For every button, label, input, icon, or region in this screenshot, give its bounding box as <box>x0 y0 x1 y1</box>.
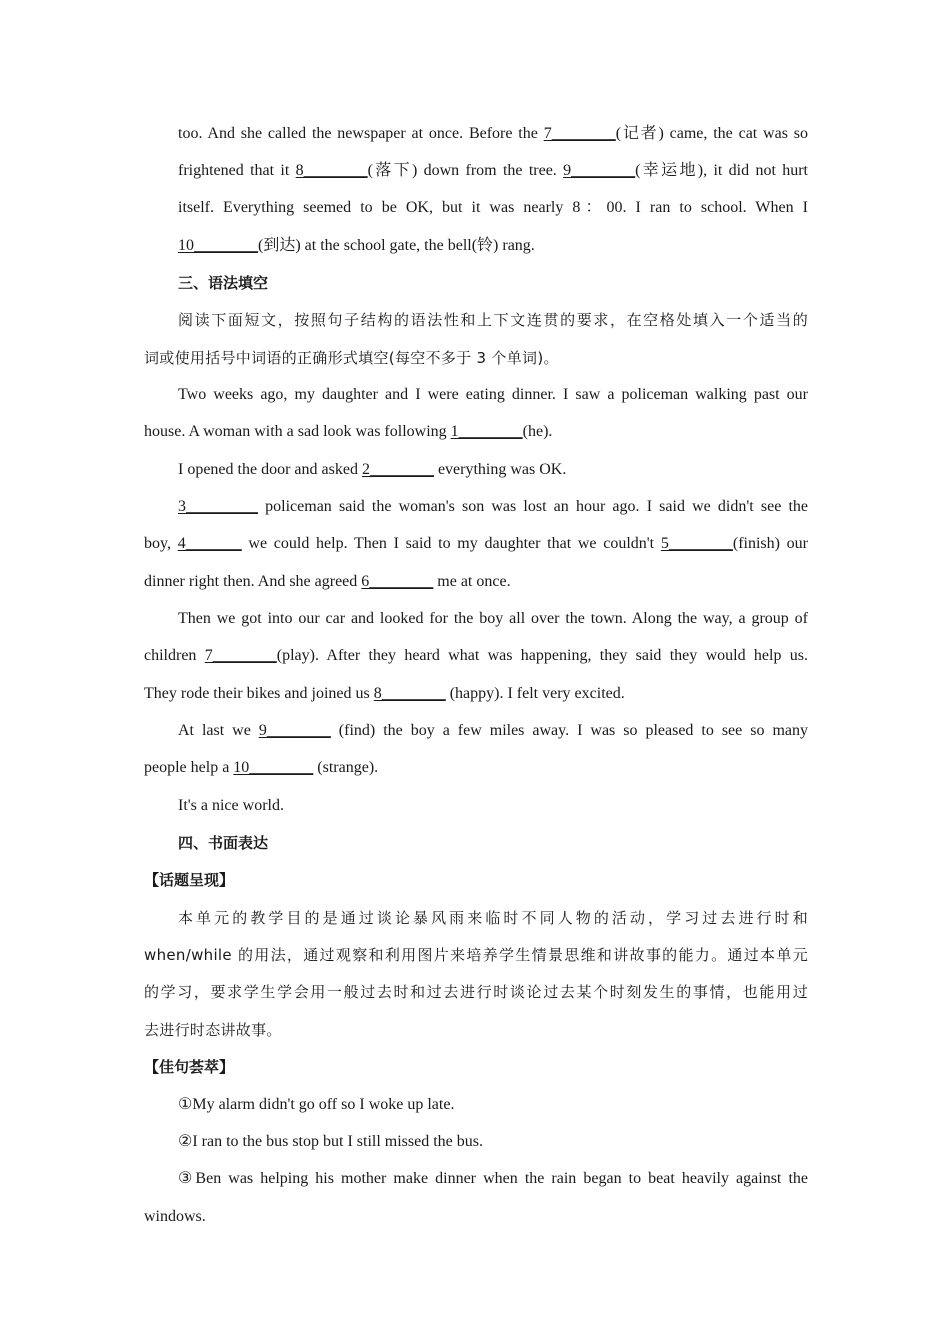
answer-blank: 2________ <box>361 461 434 478</box>
text-line: 10________(到达) at the school gate, the bell(铃) rang. <box>178 237 535 254</box>
text-line: itself. Everything seemed to be OK, but it was nearly 8：00. I ran to school. When I <box>178 199 808 216</box>
sentence-line: ③Ben was helping his mother make dinner when the rain began to beat heavily against the <box>178 1170 808 1187</box>
subheading: 【佳句荟萃】 <box>144 1058 235 1076</box>
passage-line: 3_________ policeman said the woman's son was lost an hour ago. I said we didn't see the <box>178 498 808 515</box>
topic-line: 的学习，要求学生学会用一般过去时和过去进行时谈论过去某个时刻发生的事情，也能用过 <box>144 983 808 1001</box>
answer-blank: 6________ <box>361 573 434 590</box>
passage-line: It's a nice world. <box>178 797 284 814</box>
answer-blank: 7________ <box>543 125 616 142</box>
passage-line: I opened the door and asked 2________ everything was OK. <box>178 461 567 478</box>
topic-line: 本单元的教学目的是通过谈论暴风雨来临时不同人物的活动，学习过去进行时和 <box>178 909 808 927</box>
passage-line: children 7________(play). After they heard what was happening, they said they would help us. <box>144 647 809 664</box>
topic-line: 去进行时态讲故事。 <box>144 1021 282 1039</box>
sentence-line: ②I ran to the bus stop but I still missed the bus. <box>178 1133 483 1150</box>
instruction-line: 词或使用括号中词语的正确形式填空(每空不多于 3 个单词)。 <box>144 349 559 367</box>
sentence-line: ①My alarm didn't go off so I woke up late. <box>178 1096 455 1113</box>
passage-line: At last we 9________ (find) the boy a few miles away. I was so pleased to see so many <box>178 722 808 739</box>
answer-blank: 8________ <box>295 162 368 179</box>
passage-line: Two weeks ago, my daughter and I were eating dinner. I saw a policeman walking past our <box>178 386 808 403</box>
answer-blank: 9________ <box>258 722 331 739</box>
instruction-line: 阅读下面短文，按照句子结构的语法性和上下文连贯的要求，在空格处填入一个适当的 <box>178 311 808 329</box>
passage-line: boy, 4_______ we could help. Then I said to my daughter that we couldn't 5________(finish) our <box>144 535 809 552</box>
text-line: frightened that it 8________(落下) down from the tree. 9________(幸运地), it did not hurt <box>178 162 809 179</box>
answer-blank: 10________ <box>178 237 258 254</box>
answer-blank: 8________ <box>373 685 446 702</box>
passage-line: Then we got into our car and looked for the boy all over the town. Along the way, a group of <box>178 610 808 627</box>
passage-line: people help a 10________ (strange). <box>144 759 379 776</box>
answer-blank: 9________ <box>563 162 636 179</box>
sentence-line: windows. <box>144 1208 206 1225</box>
passage-line: dinner right then. And she agreed 6________ me at once. <box>144 573 511 590</box>
passage-line: They rode their bikes and joined us 8________ (happy). I felt very excited. <box>144 685 625 702</box>
answer-blank: 3_________ <box>178 498 258 515</box>
answer-blank: 10________ <box>233 759 314 776</box>
answer-blank: 4_______ <box>177 535 242 552</box>
answer-blank: 5________ <box>660 535 733 552</box>
topic-line: when/while 的用法，通过观察和利用图片来培养学生情景思维和讲故事的能力。通过本单元 <box>144 946 808 964</box>
section-heading: 三、语法填空 <box>178 274 269 292</box>
answer-blank: 7________ <box>204 647 277 664</box>
answer-blank: 1________ <box>450 423 523 440</box>
passage-line: house. A woman with a sad look was following 1________(he). <box>144 423 553 440</box>
subheading: 【话题呈现】 <box>144 871 235 889</box>
section-heading: 四、书面表达 <box>178 834 269 852</box>
text-line: too. And she called the newspaper at once. Before the 7________(记者) came, the cat was so <box>178 125 808 142</box>
